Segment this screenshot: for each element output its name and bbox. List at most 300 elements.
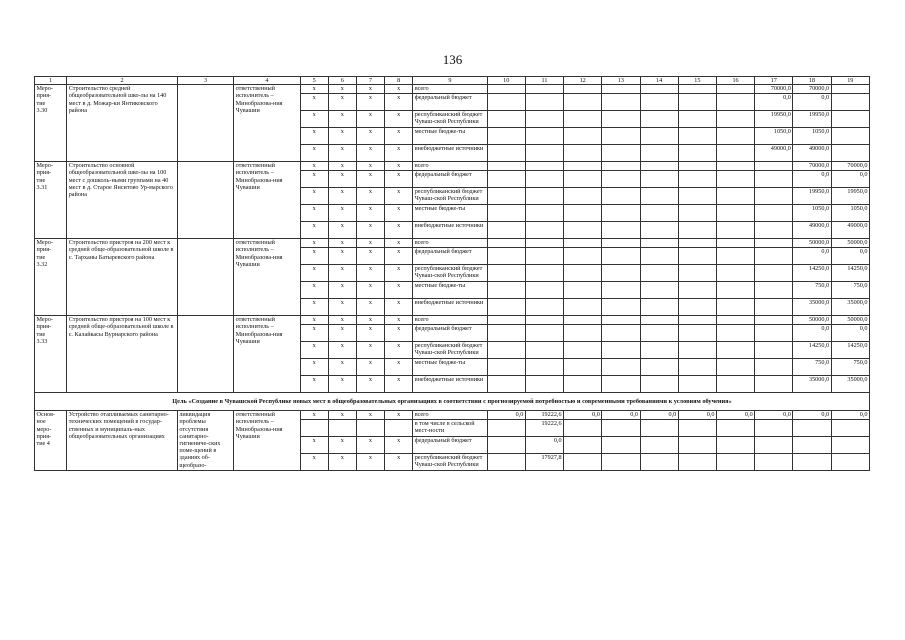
column-number: 5 [300, 77, 328, 85]
code-cell: x [356, 162, 384, 171]
amount-cell [564, 325, 602, 342]
amount-cell [640, 171, 678, 188]
amount-cell: 0,0 [793, 325, 831, 342]
code-cell: x [328, 145, 356, 162]
code-cell: x [328, 239, 356, 248]
code-cell [385, 420, 413, 437]
amount-cell: 19222,6 [525, 411, 563, 420]
amount-cell [602, 171, 640, 188]
amount-cell [525, 145, 563, 162]
amount-cell [755, 437, 793, 454]
measure-result [177, 316, 233, 393]
column-number-row [35, 77, 870, 85]
amount-cell [755, 342, 793, 359]
amount-cell [487, 359, 525, 376]
code-cell: x [385, 205, 413, 222]
code-cell: x [356, 205, 384, 222]
amount-cell [525, 282, 563, 299]
amount-cell [831, 420, 869, 437]
amount-cell [678, 376, 716, 393]
amount-cell [640, 437, 678, 454]
column-number: 17 [755, 77, 793, 85]
code-cell: x [328, 282, 356, 299]
amount-cell [525, 111, 563, 128]
amount-cell [525, 359, 563, 376]
amount-cell: 19950,0 [831, 188, 869, 205]
code-cell: x [356, 325, 384, 342]
column-number: 11 [525, 77, 563, 85]
funding-source: республиканский бюджет Чуваш-ской Республики [413, 342, 487, 359]
code-cell: x [328, 248, 356, 265]
amount-cell [487, 248, 525, 265]
amount-cell [678, 299, 716, 316]
responsible-executor: ответственный исполнитель – Минобразова-ния Чувашии [234, 162, 300, 239]
amount-cell [525, 239, 563, 248]
amount-cell [640, 239, 678, 248]
funding-source: федеральный бюджет [413, 94, 487, 111]
amount-cell [716, 282, 754, 299]
code-cell: x [300, 162, 328, 171]
amount-cell [755, 248, 793, 265]
code-cell: x [328, 162, 356, 171]
amount-cell: 70000,0 [831, 162, 869, 171]
code-cell: x [328, 325, 356, 342]
code-cell: x [356, 188, 384, 205]
amount-cell [793, 420, 831, 437]
code-cell: x [328, 342, 356, 359]
amount-cell [564, 342, 602, 359]
code-cell: x [356, 248, 384, 265]
code-cell [300, 420, 328, 437]
amount-cell [755, 299, 793, 316]
column-number: 6 [328, 77, 356, 85]
amount-cell [602, 265, 640, 282]
amount-cell [640, 111, 678, 128]
amount-cell [716, 111, 754, 128]
measure-name: Строительство пристроя на 200 мест к средней обще-образовательной школе в с. Тарханы Батыревского района [67, 239, 178, 316]
code-cell: x [300, 325, 328, 342]
funding-source: местные бюдже-ты [413, 205, 487, 222]
funding-source: внебюджетные источники [413, 299, 487, 316]
amount-cell [525, 376, 563, 393]
amount-cell [602, 376, 640, 393]
amount-cell: 0,0 [640, 411, 678, 420]
amount-cell: 49000,0 [831, 222, 869, 239]
amount-cell [525, 222, 563, 239]
amount-cell [640, 316, 678, 325]
amount-cell [793, 437, 831, 454]
code-cell: x [356, 94, 384, 111]
amount-cell [678, 85, 716, 94]
amount-cell: 14250,0 [793, 265, 831, 282]
column-number: 19 [831, 77, 869, 85]
amount-cell: 50000,0 [793, 316, 831, 325]
measure-name: Устройство отапливаемых санитарно-технических помещений в государ-ственных и муниципаль-ных общеобразовательных организациях [67, 411, 178, 471]
amount-cell [716, 299, 754, 316]
amount-cell: 19950,0 [793, 188, 831, 205]
amount-cell [678, 222, 716, 239]
table-row [35, 239, 870, 248]
code-cell: x [300, 248, 328, 265]
amount-cell [716, 222, 754, 239]
amount-cell [716, 248, 754, 265]
code-cell: x [356, 342, 384, 359]
measure-label: Основ- ное меро- прия- тие 4 [35, 411, 67, 471]
code-cell: x [328, 454, 356, 471]
code-cell: x [300, 342, 328, 359]
amount-cell [487, 325, 525, 342]
amount-cell [831, 85, 869, 94]
amount-cell [793, 454, 831, 471]
amount-cell [525, 342, 563, 359]
amount-cell [716, 85, 754, 94]
amount-cell [755, 162, 793, 171]
amount-cell: 750,0 [831, 359, 869, 376]
amount-cell [831, 454, 869, 471]
code-cell: x [300, 454, 328, 471]
column-number: 12 [564, 77, 602, 85]
responsible-executor: ответственный исполнитель – Минобразова-ния Чувашии [234, 411, 300, 471]
amount-cell [831, 128, 869, 145]
code-cell: x [356, 282, 384, 299]
amount-cell [755, 239, 793, 248]
amount-cell [564, 420, 602, 437]
amount-cell [602, 359, 640, 376]
code-cell: x [300, 111, 328, 128]
amount-cell [716, 145, 754, 162]
amount-cell [564, 162, 602, 171]
column-number: 9 [413, 77, 487, 85]
amount-cell [755, 454, 793, 471]
amount-cell [525, 162, 563, 171]
amount-cell: 0,0 [831, 248, 869, 265]
amount-cell: 19950,0 [755, 111, 793, 128]
amount-cell: 0,0 [525, 437, 563, 454]
amount-cell [678, 162, 716, 171]
code-cell: x [385, 411, 413, 420]
amount-cell [487, 376, 525, 393]
funding-source: местные бюдже-ты [413, 282, 487, 299]
amount-cell [564, 128, 602, 145]
amount-cell [487, 265, 525, 282]
column-number: 13 [602, 77, 640, 85]
amount-cell: 0,0 [678, 411, 716, 420]
amount-cell [564, 188, 602, 205]
code-cell: x [385, 188, 413, 205]
amount-cell [640, 162, 678, 171]
amount-cell [678, 248, 716, 265]
code-cell: x [328, 85, 356, 94]
amount-cell [487, 239, 525, 248]
amount-cell [678, 282, 716, 299]
amount-cell: 1050,0 [831, 205, 869, 222]
amount-cell [525, 171, 563, 188]
column-number: 18 [793, 77, 831, 85]
amount-cell [716, 376, 754, 393]
amount-cell [602, 454, 640, 471]
amount-cell [564, 239, 602, 248]
amount-cell [564, 248, 602, 265]
measure-result [177, 162, 233, 239]
code-cell: x [328, 128, 356, 145]
amount-cell [716, 205, 754, 222]
amount-cell [640, 145, 678, 162]
amount-cell [487, 205, 525, 222]
funding-source: всего [413, 316, 487, 325]
amount-cell [525, 94, 563, 111]
amount-cell [755, 420, 793, 437]
amount-cell [640, 299, 678, 316]
amount-cell: 19222,6 [525, 420, 563, 437]
funding-source: республиканский бюджет Чуваш-ской Республики [413, 188, 487, 205]
amount-cell [487, 420, 525, 437]
amount-cell [640, 282, 678, 299]
amount-cell [487, 188, 525, 205]
code-cell: x [300, 205, 328, 222]
amount-cell [487, 85, 525, 94]
code-cell: x [328, 411, 356, 420]
amount-cell [640, 376, 678, 393]
code-cell: x [385, 85, 413, 94]
amount-cell [755, 222, 793, 239]
page-number: 136 [442, 52, 463, 67]
amount-cell [755, 325, 793, 342]
amount-cell [716, 437, 754, 454]
amount-cell [678, 239, 716, 248]
code-cell: x [328, 111, 356, 128]
amount-cell [716, 162, 754, 171]
amount-cell: 49000,0 [755, 145, 793, 162]
amount-cell [755, 282, 793, 299]
funding-source: республиканский бюджет Чуваш-ской Республики [413, 111, 487, 128]
code-cell: x [328, 316, 356, 325]
amount-cell [564, 94, 602, 111]
amount-cell [678, 454, 716, 471]
amount-cell [678, 359, 716, 376]
amount-cell [640, 359, 678, 376]
amount-cell [831, 111, 869, 128]
amount-cell [564, 454, 602, 471]
code-cell: x [300, 411, 328, 420]
responsible-executor: ответственный исполнитель – Минобразова-ния Чувашии [234, 85, 300, 162]
code-cell: x [385, 299, 413, 316]
amount-cell [602, 222, 640, 239]
funding-source: внебюджетные источники [413, 376, 487, 393]
amount-cell [640, 248, 678, 265]
code-cell: x [356, 111, 384, 128]
code-cell: x [300, 85, 328, 94]
amount-cell: 0,0 [793, 248, 831, 265]
code-cell: x [356, 376, 384, 393]
code-cell: x [328, 359, 356, 376]
amount-cell [564, 437, 602, 454]
code-cell: x [300, 94, 328, 111]
amount-cell [678, 325, 716, 342]
amount-cell [716, 420, 754, 437]
code-cell: x [300, 188, 328, 205]
amount-cell [716, 171, 754, 188]
amount-cell [755, 376, 793, 393]
amount-cell [640, 128, 678, 145]
measure-label: Меро- прия- тие 3.30 [35, 85, 67, 162]
code-cell: x [356, 411, 384, 420]
amount-cell [640, 94, 678, 111]
amount-cell: 35000,0 [793, 376, 831, 393]
amount-cell: 750,0 [831, 282, 869, 299]
amount-cell [602, 437, 640, 454]
funding-source: федеральный бюджет [413, 437, 487, 454]
code-cell: x [328, 376, 356, 393]
code-cell: x [328, 437, 356, 454]
code-cell: x [300, 437, 328, 454]
measure-result [177, 85, 233, 162]
measure-name: Строительство средней общеобразовательной шко-лы на 140 мест в д. Можар-ки Янтиковского района [67, 85, 178, 162]
code-cell: x [328, 222, 356, 239]
amount-cell: 35000,0 [831, 376, 869, 393]
amount-cell [602, 111, 640, 128]
amount-cell [602, 128, 640, 145]
amount-cell: 0,0 [564, 411, 602, 420]
amount-cell [678, 437, 716, 454]
amount-cell [602, 299, 640, 316]
measure-result: ликвидация проблемы отсутствия санитарно-гигиениче-ских поме-щений в зданиях об-щеобразо- [177, 411, 233, 471]
amount-cell: 70000,0 [793, 162, 831, 171]
amount-cell [716, 239, 754, 248]
code-cell: x [356, 437, 384, 454]
table-row [35, 411, 870, 420]
amount-cell [564, 359, 602, 376]
amount-cell [678, 145, 716, 162]
code-cell: x [356, 128, 384, 145]
amount-cell: 0,0 [793, 94, 831, 111]
code-cell: x [300, 316, 328, 325]
funding-source: федеральный бюджет [413, 325, 487, 342]
amount-cell [716, 454, 754, 471]
code-cell: x [356, 299, 384, 316]
code-cell: x [356, 316, 384, 325]
amount-cell [640, 222, 678, 239]
code-cell [328, 420, 356, 437]
amount-cell [525, 128, 563, 145]
amount-cell [602, 162, 640, 171]
amount-cell [716, 359, 754, 376]
column-number: 2 [67, 77, 178, 85]
amount-cell: 49000,0 [793, 145, 831, 162]
amount-cell [602, 239, 640, 248]
code-cell: x [385, 437, 413, 454]
amount-cell: 14250,0 [831, 342, 869, 359]
amount-cell [564, 171, 602, 188]
amount-cell [602, 94, 640, 111]
table-row [35, 162, 870, 171]
amount-cell [716, 265, 754, 282]
amount-cell [678, 188, 716, 205]
amount-cell [564, 222, 602, 239]
column-number: 15 [678, 77, 716, 85]
funding-source: внебюджетные источники [413, 145, 487, 162]
amount-cell [640, 454, 678, 471]
amount-cell [678, 420, 716, 437]
funding-source: республиканский бюджет Чуваш-ской Республики [413, 454, 487, 471]
funding-source: всего [413, 411, 487, 420]
amount-cell [755, 316, 793, 325]
goal-row [35, 393, 870, 411]
code-cell: x [385, 342, 413, 359]
amount-cell [564, 282, 602, 299]
code-cell: x [385, 128, 413, 145]
amount-cell [640, 265, 678, 282]
code-cell: x [300, 282, 328, 299]
amount-cell: 19950,0 [793, 111, 831, 128]
amount-cell [640, 188, 678, 205]
funding-source: всего [413, 162, 487, 171]
code-cell: x [300, 359, 328, 376]
amount-cell [716, 94, 754, 111]
code-cell: x [356, 239, 384, 248]
amount-cell [602, 205, 640, 222]
measure-name: Строительство пристроя на 100 мест к средней обще-образовательной школе в с. Калайкасы Вурнарского района [67, 316, 178, 393]
code-cell: x [356, 145, 384, 162]
amount-cell [640, 420, 678, 437]
amount-cell [755, 171, 793, 188]
amount-cell [716, 342, 754, 359]
code-cell: x [328, 299, 356, 316]
code-cell: x [385, 145, 413, 162]
amount-cell [640, 205, 678, 222]
amount-cell: 14250,0 [831, 265, 869, 282]
code-cell [356, 420, 384, 437]
amount-cell [487, 282, 525, 299]
amount-cell: 750,0 [793, 359, 831, 376]
amount-cell [487, 94, 525, 111]
amount-cell: 49000,0 [793, 222, 831, 239]
code-cell: x [300, 171, 328, 188]
column-number: 8 [385, 77, 413, 85]
amount-cell [487, 128, 525, 145]
measure-name: Строительство основной общеобразовательной шко-лы на 100 мест с дошколь-ными группами на 40 мест в д. Старое Янситово Ур-марского района [67, 162, 178, 239]
amount-cell [602, 420, 640, 437]
table-row [35, 316, 870, 325]
funding-source: местные бюдже-ты [413, 128, 487, 145]
amount-cell [564, 265, 602, 282]
funding-source: всего [413, 239, 487, 248]
code-cell: x [328, 265, 356, 282]
column-number: 7 [356, 77, 384, 85]
amount-cell [678, 128, 716, 145]
amount-cell: 0,0 [831, 411, 869, 420]
code-cell: x [385, 162, 413, 171]
amount-cell: 35000,0 [831, 299, 869, 316]
code-cell: x [300, 376, 328, 393]
amount-cell [564, 299, 602, 316]
code-cell: x [300, 239, 328, 248]
code-cell: x [300, 128, 328, 145]
measure-result [177, 239, 233, 316]
amount-cell [602, 188, 640, 205]
funding-source: в том числе в сельской мест-ности [413, 420, 487, 437]
amount-cell [525, 248, 563, 265]
column-number: 1 [35, 77, 67, 85]
code-cell: x [385, 111, 413, 128]
amount-cell [755, 205, 793, 222]
amount-cell [602, 325, 640, 342]
column-number: 14 [640, 77, 678, 85]
amount-cell: 0,0 [755, 411, 793, 420]
code-cell: x [385, 248, 413, 265]
amount-cell: 1050,0 [793, 128, 831, 145]
amount-cell: 1050,0 [793, 205, 831, 222]
funding-source: местные бюдже-ты [413, 359, 487, 376]
